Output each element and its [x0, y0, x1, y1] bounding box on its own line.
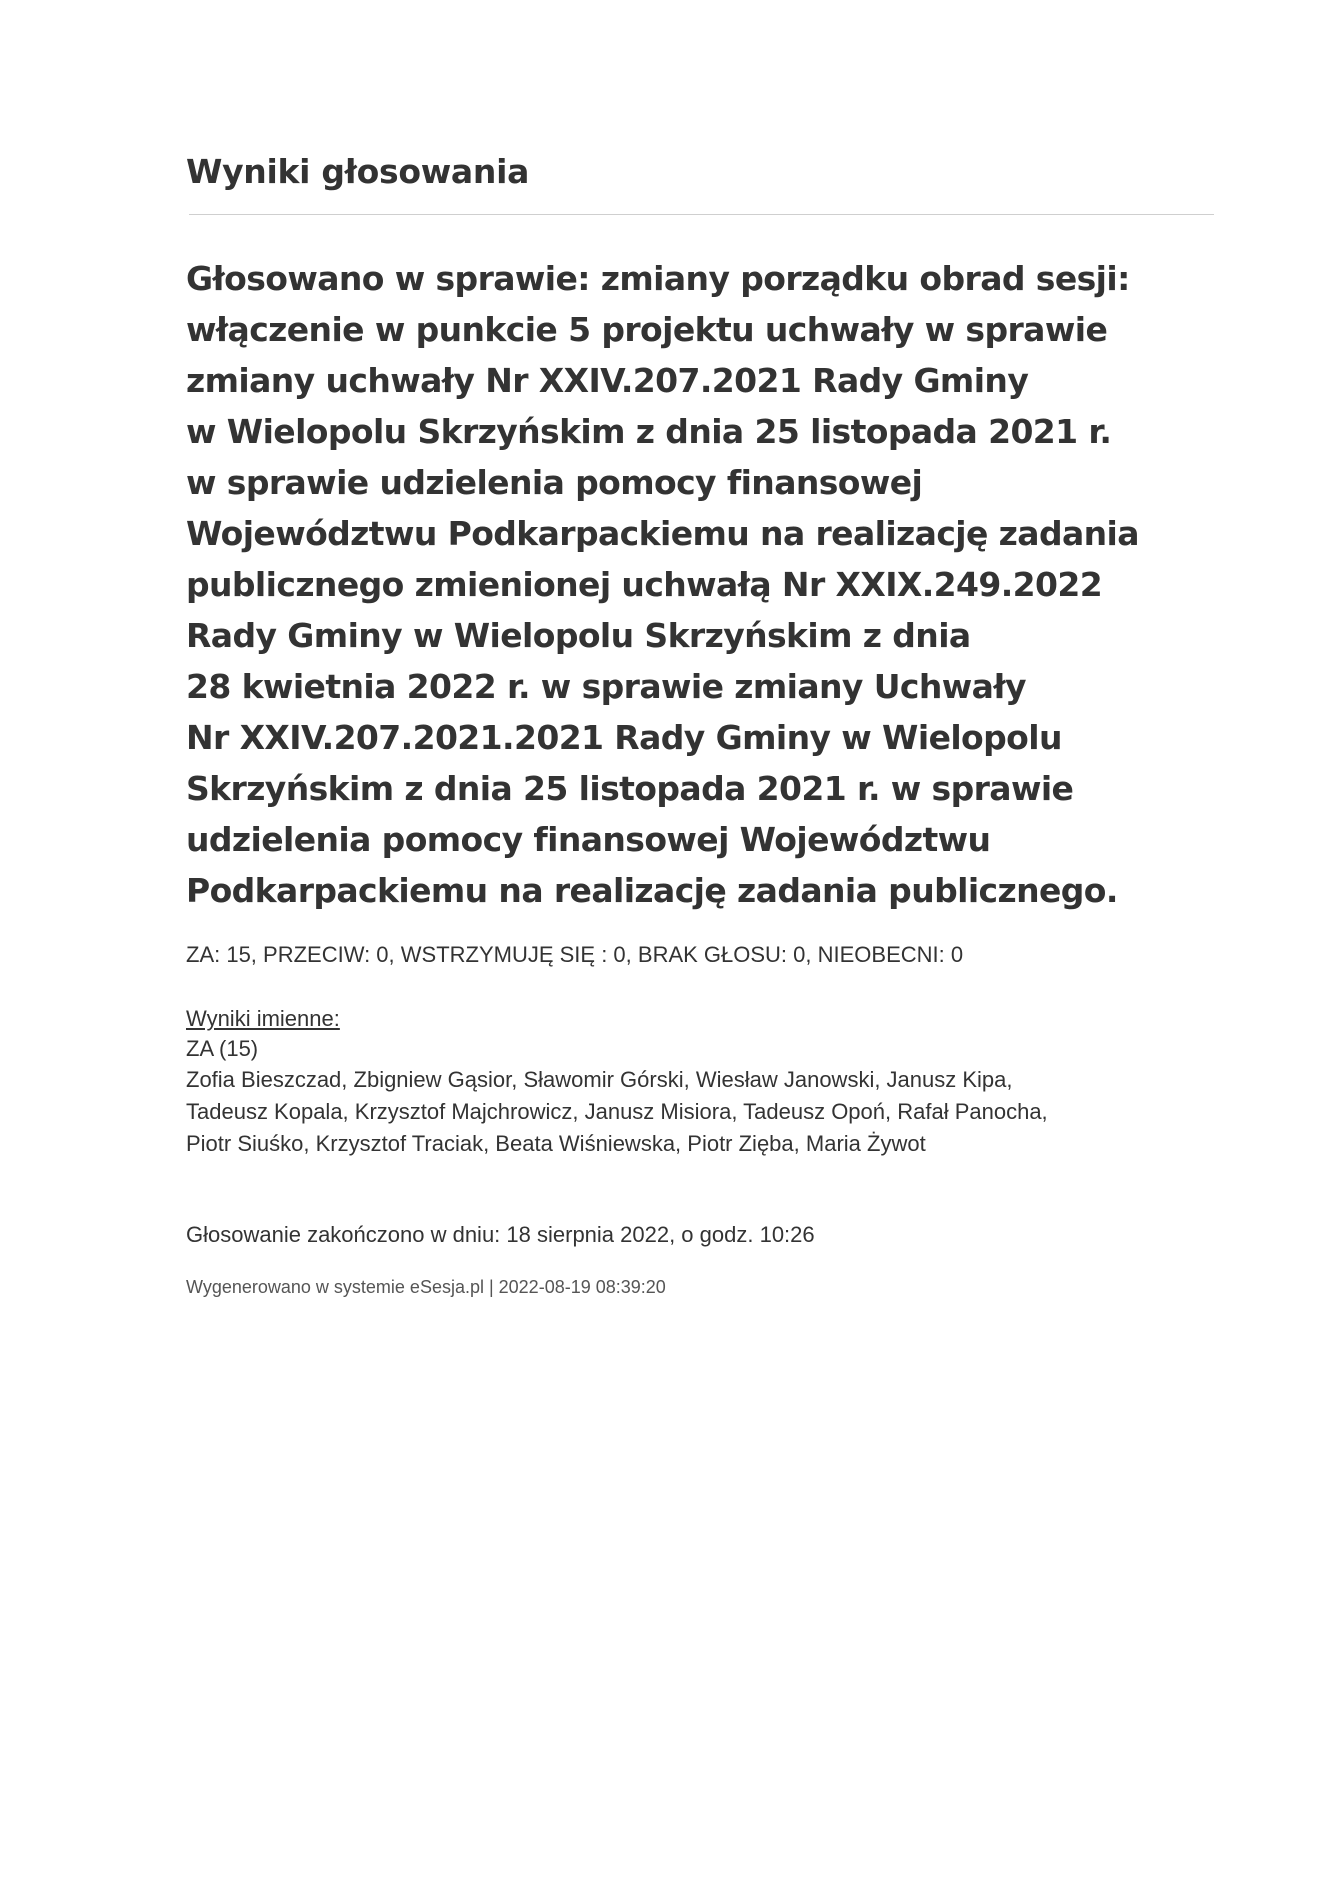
vote-group-label-za: ZA (15)	[186, 1036, 259, 1061]
subject-line: Województwu Podkarpackiemu na realizację zadania	[186, 514, 1139, 553]
subject-line: w Wielopolu Skrzyńskim z dnia 25 listopada 2021 r.	[186, 412, 1112, 451]
voter-names-line: Piotr Siuśko, Krzysztof Traciak, Beata Wiśniewska, Piotr Zięba, Maria Żywot	[186, 1131, 926, 1156]
voting-results-document	[186, 152, 1216, 1300]
subject-line: włączenie w punkcie 5 projektu uchwały w sprawie	[186, 310, 1108, 349]
subject-line: Podkarpackiemu na realizację zadania publicznego.	[186, 871, 1118, 910]
subject-line: Nr XXIV.207.2021.2021 Rady Gminy w Wielopolu	[186, 718, 1062, 757]
title-divider	[189, 214, 1214, 215]
subject-line: publicznego zmienionej uchwałą Nr XXIX.249.2022	[186, 565, 1103, 604]
voter-names-line: Zofia Bieszczad, Zbigniew Gąsior, Sławomir Górski, Wiesław Janowski, Janusz Kipa,	[186, 1067, 1013, 1092]
subject-line: w sprawie udzielenia pomocy finansowej	[186, 463, 923, 502]
subject-line: zmiany uchwały Nr XXIV.207.2021 Rady Gminy	[186, 361, 1029, 400]
subject-line: 28 kwietnia 2022 r. w sprawie zmiany Uchwały	[186, 667, 1026, 706]
document-title: Wyniki głosowania	[186, 152, 530, 191]
subject-line: udzielenia pomocy finansowej Województwu	[186, 820, 991, 859]
subject-line: Skrzyńskim z dnia 25 listopada 2021 r. w sprawie	[186, 769, 1074, 808]
vote-summary: ZA: 15, PRZECIW: 0, WSTRZYMUJĘ SIĘ : 0, BRAK GŁOSU: 0, NIEOBECNI: 0	[186, 942, 964, 967]
voter-names-line: Tadeusz Kopala, Krzysztof Majchrowicz, Janusz Misiora, Tadeusz Opoń, Rafał Panocha,	[186, 1099, 1048, 1124]
named-results-heading: Wyniki imienne:	[186, 1006, 340, 1031]
vote-subject	[186, 253, 1216, 916]
subject-line: Rady Gminy w Wielopolu Skrzyńskim z dnia	[186, 616, 971, 655]
generated-footer-note: Wygenerowano w systemie eSesja.pl | 2022-08-19 08:39:20	[186, 1277, 666, 1297]
voting-ended-timestamp: Głosowanie zakończono w dniu: 18 sierpnia 2022, o godz. 10:26	[186, 1222, 815, 1247]
subject-line: Głosowano w sprawie: zmiany porządku obrad sesji:	[186, 259, 1130, 298]
voter-names-za	[186, 1064, 1216, 1160]
